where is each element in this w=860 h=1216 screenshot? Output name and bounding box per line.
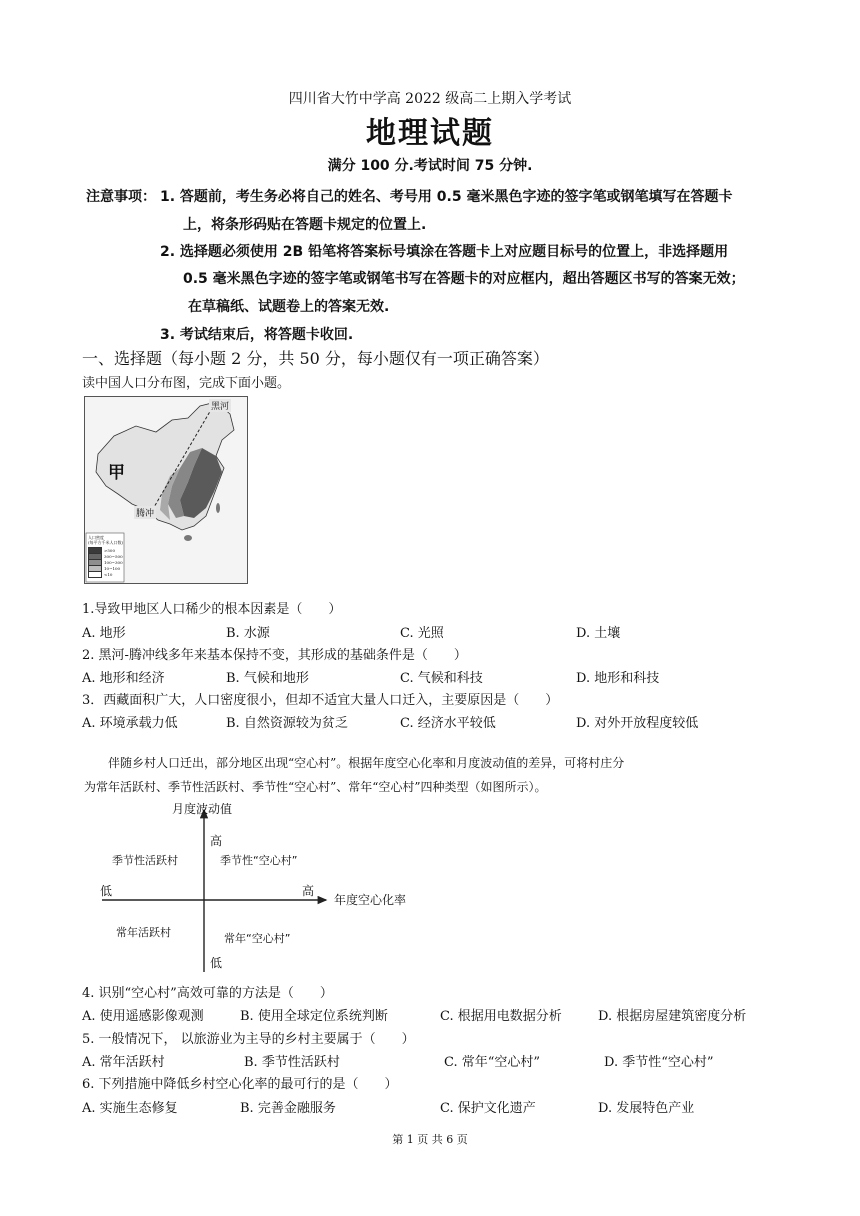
notice-item2-line1: 2. 选择题必须使用 2B 铅笔将答案标号填涂在答题卡上对应题目标号的位置上，非选择题用 xyxy=(160,244,729,260)
question-1-option-b: B. 水源 xyxy=(226,626,270,641)
question-5-option-d: D. 季节性“空心村” xyxy=(604,1055,714,1070)
y-axis-label: 月度波动值 xyxy=(172,802,233,816)
question-2-option-c: C. 气候和科技 xyxy=(400,671,483,686)
question-5-option-a: A. 常年活跃村 xyxy=(82,1055,165,1070)
question-3-option-a: A. 环境承载力低 xyxy=(82,716,178,731)
y-axis-low: 低 xyxy=(210,956,223,970)
notice-item2-line3: 在草稿纸、试题卷上的答案无效. xyxy=(188,299,390,315)
question-3-option-b: B. 自然资源较为贫乏 xyxy=(226,716,348,731)
x-axis-label: 年度空心化率 xyxy=(334,893,407,907)
notice-item2-line2: 0.5 毫米黑色字迹的签字笔或钢笔书写在答题卡的对应框内，超出答题区书写的答案无效； xyxy=(183,271,745,287)
passage2-line2: 为常年活跃村、季节性活跃村、季节性“空心村”、常年“空心村”四种类型（如图所示）。 xyxy=(84,780,547,794)
question-6-stem: 6. 下列措施中降低乡村空心化率的最可行的是（ ） xyxy=(82,1077,398,1092)
map-label-heihe: 黑河 xyxy=(209,399,231,412)
score-time-line: 满分 100 分.考试时间 75 分钟. xyxy=(327,158,533,174)
question-6-option-a: A. 实施生态修复 xyxy=(82,1101,178,1116)
quadrant-axes xyxy=(88,800,418,972)
y-axis-high: 高 xyxy=(210,834,223,848)
section-intro: 读中国人口分布图，完成下面小题。 xyxy=(82,376,291,391)
question-4-option-a: A. 使用遥感影像观测 xyxy=(82,1009,204,1024)
page-number: 第 1 页 共 6 页 xyxy=(392,1133,468,1146)
map-label-jia: 甲 xyxy=(108,463,125,483)
passage2-line1: 伴随乡村人口迁出，部分地区出现“空心村”。根据年度空心化率和月度波动值的差异，可将村庄分 xyxy=(108,756,625,770)
question-2-stem: 2. 黑河-腾冲线多年来基本保持不变，其形成的基础条件是（ ） xyxy=(82,648,467,663)
legend-item xyxy=(88,571,123,577)
notice-item3: 3. 考试结束后，将答题卡收回. xyxy=(160,327,354,343)
quadrant-bottom-right-label: 常年“空心村” xyxy=(224,932,291,945)
question-3-option-d: D. 对外开放程度较低 xyxy=(576,716,699,731)
notice-label: 注意事项： xyxy=(86,189,156,205)
page-title: 地理试题 xyxy=(366,116,494,151)
x-axis-low: 低 xyxy=(100,884,113,898)
question-1-option-a: A. 地形 xyxy=(82,626,126,641)
question-4-stem: 4. 识别“空心村”高效可靠的方法是（ ） xyxy=(82,986,333,1001)
question-1-stem: 1.导致甲地区人口稀少的根本因素是（ ） xyxy=(82,602,342,617)
legend-unit: (每平方千米人口数) xyxy=(88,540,124,545)
hollow-village-quadrant-diagram xyxy=(88,800,418,972)
question-1-option-d: D. 土壤 xyxy=(576,626,621,641)
question-6-option-c: C. 保护文化遗产 xyxy=(440,1101,536,1116)
exam-school-line: 四川省大竹中学高 2022 级高二上期入学考试 xyxy=(288,91,572,107)
question-3-stem: 3．西藏面积广大，人口密度很小，但却不适宜大量人口迁入，主要原因是（ ） xyxy=(82,693,559,708)
map-label-tengchong: 腾冲 xyxy=(134,506,156,519)
question-5-stem: 5. 一般情况下， 以旅游业为主导的乡村主要属于（ ） xyxy=(82,1032,415,1047)
question-3-option-c: C. 经济水平较低 xyxy=(400,716,496,731)
notice-item1-line2: 上，将条形码贴在答题卡规定的位置上. xyxy=(183,217,427,233)
quadrant-bottom-left-label: 常年活跃村 xyxy=(116,926,171,939)
x-axis-high: 高 xyxy=(302,884,315,898)
question-4-option-d: D. 根据房屋建筑密度分析 xyxy=(598,1009,747,1024)
question-5-option-b: B. 季节性活跃村 xyxy=(244,1055,340,1070)
question-5-option-c: C. 常年“空心村” xyxy=(444,1055,541,1070)
question-2-option-b: B. 气候和地形 xyxy=(226,671,309,686)
legend-item-label: >500 xyxy=(104,547,115,553)
question-1-option-c: C. 光照 xyxy=(400,626,444,641)
legend-swatch xyxy=(88,571,102,578)
legend-item-label: 300~500 xyxy=(104,553,123,559)
question-4-option-b: B. 使用全球定位系统判断 xyxy=(240,1009,388,1024)
legend-title: 人口密度 xyxy=(88,535,104,540)
legend-item-label: 100~300 xyxy=(104,559,123,565)
legend-list xyxy=(88,547,123,577)
legend-item-label: 10~100 xyxy=(104,565,121,571)
question-2-option-a: A. 地形和经济 xyxy=(82,671,165,686)
legend-item-label: <10 xyxy=(104,571,113,577)
question-6-option-b: B. 完善金融服务 xyxy=(240,1101,336,1116)
china-population-map xyxy=(84,396,248,584)
question-6-option-d: D. 发展特色产业 xyxy=(598,1101,695,1116)
quadrant-top-right-label: 季节性“空心村” xyxy=(220,854,298,867)
notice-item1-line1: 1. 答题前，考生务必将自己的姓名、考号用 0.5 毫米黑色字迹的签字笔或钢笔填写在答题卡 xyxy=(160,189,733,205)
quadrant-top-left-label: 季节性活跃村 xyxy=(112,854,178,867)
section-heading: 一、选择题（每小题 2 分，共 50 分，每小题仅有一项正确答案） xyxy=(82,349,549,368)
question-4-option-c: C. 根据用电数据分析 xyxy=(440,1009,562,1024)
question-2-option-d: D. 地形和科技 xyxy=(576,671,660,686)
